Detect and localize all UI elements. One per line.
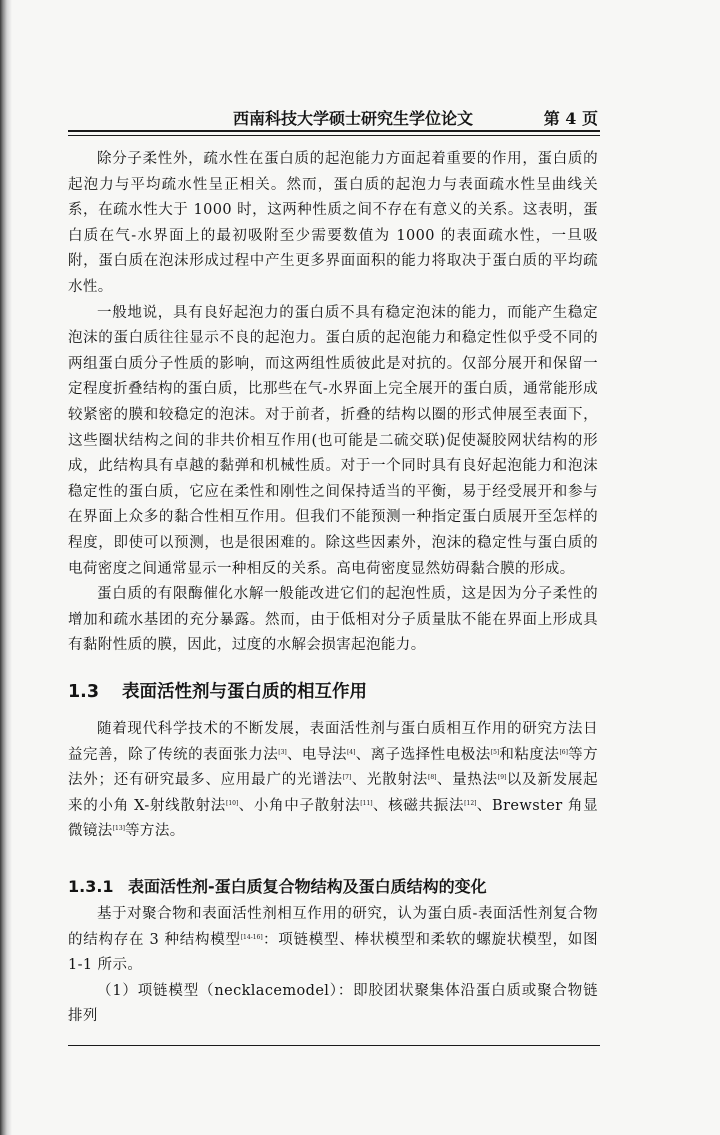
text-run: 等方法外；还有研究最多、应用最广的光谱法 [68,746,598,789]
citation: [13] [112,825,126,833]
text-run: 随着现代科学技术的不断发展，表面活性剂与蛋白质相互作用的研究方法日益完善，除了传统的表面张力法 [68,721,598,763]
citation: [11] [360,799,373,807]
text-run: 和粘度法 [499,746,560,763]
citation: [9] [497,774,507,782]
text-run: 、小角中子散射法 [238,797,361,814]
citation: [12] [464,799,477,807]
text-run: 以及新发展起来的小角 X-射线散射法 [68,772,599,814]
citation: [4] [346,748,356,756]
text-run: 、离子选择性电极法 [355,746,491,763]
body-text-subsection [68,902,598,1030]
subsection-heading [68,874,487,897]
text-run: 、Brewster 角显微镜法 [68,797,598,840]
running-header [68,106,600,130]
paragraph: 一般地说，具有良好起泡力的蛋白质不具有稳定泡沫的能力，而能产生稳定泡沫的蛋白质往往显示不良的起泡力。蛋白质的起泡能力和稳定性似乎受不同的两组蛋白质分子性质的影响，而这两组性质彼此是对抗的。仅部分展开和保留一定程度折叠结构的蛋白质，比那些在气-水界面上完全展开的蛋白质，通常能形成较紧密的膜和较稳定的泡沫。对于前者，折叠的结构以圈的形式伸展至表面下，这些圈状结构之间的非共价相互作用(也可能是二硫交联)促使凝胶网状结构的形成，此结构具有卓越的黏弹和机械性质。对于一个同时具有良好起泡能力和泡沫稳定性的蛋白质，它应在柔性和刚性之间保持适当的平衡，易于经受展开和参与在界面上众多的黏合性相互作用。但我们不能预测一种指定蛋白质展开至怎样的程度，即使可以预测，也是很困难的。除这些因素外，泡沫的稳定性与蛋白质的电荷密度之间通常显示一种相反的关系。高电荷密度显然妨碍黏合膜的形成。 [68,304,598,577]
text-run: 等方法。 [125,823,185,840]
paragraph [68,717,598,845]
citation: [8] [427,774,437,782]
subsection-title: 表面活性剂-蛋白质复合物结构及蛋白质结构的变化 [128,877,487,896]
footer-rule [68,1045,600,1046]
header-title: 西南科技大学硕士研究生学位论文 [233,109,474,128]
citation: [10] [226,799,239,807]
citation: [7] [342,774,352,782]
text-run: 、光散射法 [351,772,428,789]
text-run: 、核磁共振法 [372,797,465,814]
paragraph: 除分子柔性外，疏水性在蛋白质的起泡能力方面起着重要的作用，蛋白质的起泡力与平均疏水性呈正相关。然而，蛋白质的起泡力与表面疏水性呈曲线关系，在疏水性大于 1000 时，这两种性质之间不存在有意义的关系。这表明，蛋白质在气-水界面上的最初吸附至少需要数值为 1000 的表面疏水性，一旦吸附，蛋白质在泡沫形成过程中产生更多界面面积的能力将取决于蛋白质的平均疏水性。 [68,151,598,295]
header-rule [68,130,600,136]
subsection-number: 1.3.1 [68,877,114,896]
citation: [5] [490,748,500,756]
section-heading [68,678,367,703]
citation: [14-16] [240,933,263,941]
paragraph: （1）项链模型（necklacemodel）：即胶团状聚集体沿蛋白质或聚合物链排列 [68,982,598,1025]
text-run: 、电导法 [286,746,347,763]
citation: [3] [278,748,287,756]
paragraph: 蛋白质的有限酶催化水解一般能改进它们的起泡性质，这是因为分子柔性的增加和疏水基团的充分暴露。然而，由于低相对分子质量肽不能在界面上形成具有黏附性质的膜，因此，过度的水解会损害起泡能力。 [68,586,598,654]
paragraph [68,902,598,979]
body-text-top [68,147,598,659]
text-run: ：项链模型、棒状模型和柔软的螺旋状模型，如图 1-1 所示。 [68,931,598,974]
section-number: 1.3 [68,682,100,702]
scan-edge-shadow [0,0,12,1135]
text-run: 基于对聚合物和表面活性剂相互作用的研究，认为蛋白质-表面活性剂复合物的结构存在 3 种结构模型 [68,906,598,948]
section-title: 表面活性剂与蛋白质的相互作用 [122,682,367,702]
citation: [6] [559,748,568,756]
header-page-number: 第 4 页 [543,109,598,128]
text-run: 、量热法 [436,772,498,789]
body-text-section [68,717,598,845]
